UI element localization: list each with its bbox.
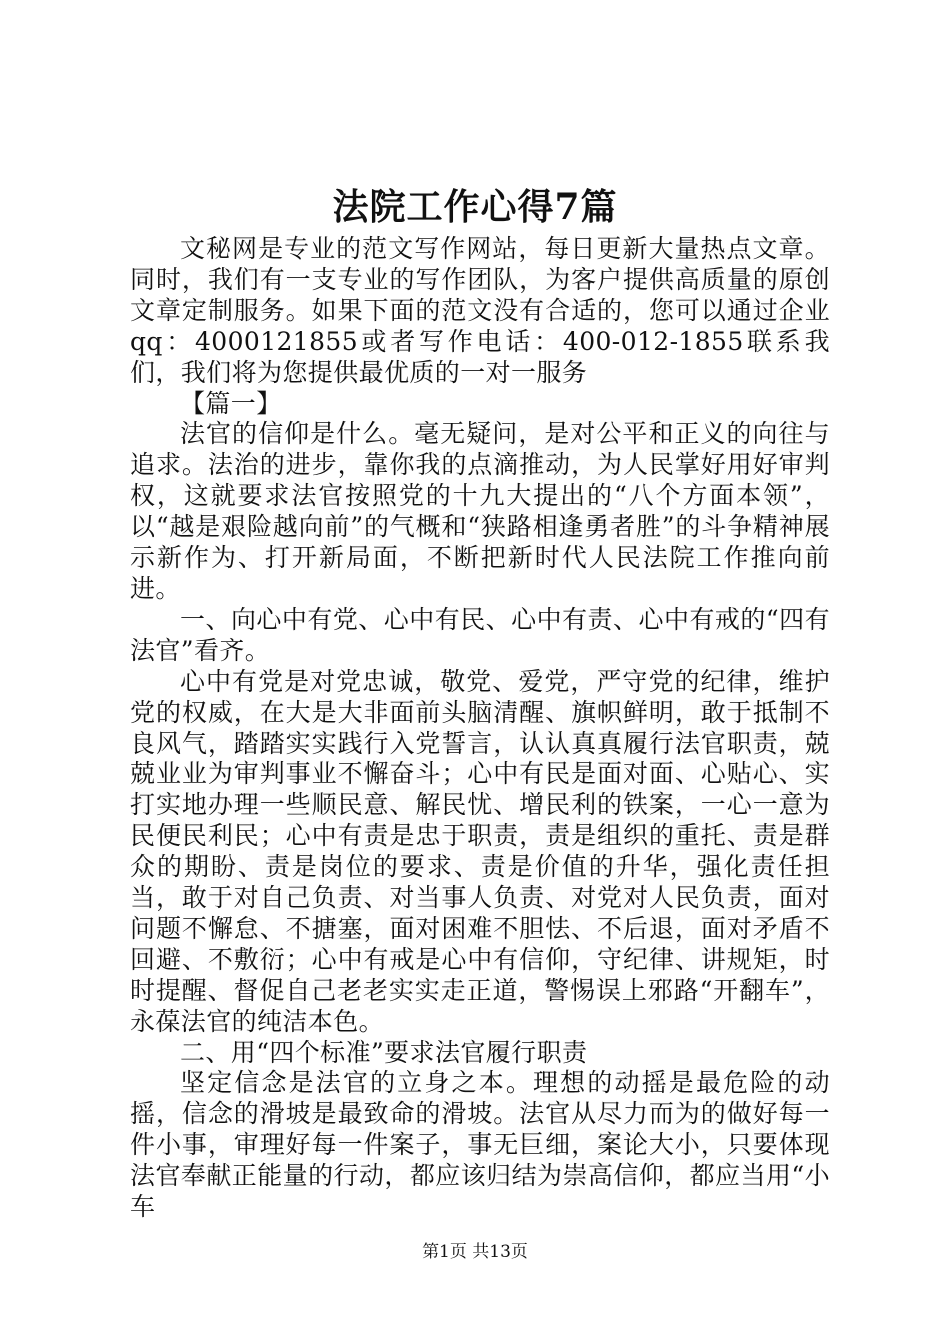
body-paragraph: 坚定信念是法官的立身之本。理想的动摇是最危险的动摇，信念的滑坡是最致命的滑坡。法官从尽力而为的做好每一件小事，审理好每一件案子，事无巨细，案论大小，只要体现法官奉献正能量的行动，都应该归结为崇高信仰，都应当用“小车	[130, 1068, 830, 1222]
section-heading-part-one: 【篇一】	[180, 388, 282, 418]
document-title: 法院工作心得7篇	[332, 186, 618, 228]
document-body	[130, 234, 830, 1223]
body-paragraph: 心中有党是对党忠诚，敬党、爱党，严守党的纪律，维护党的权威，在大是大非面前头脑清醒、旗帜鲜明，敢于抵制不良风气，踏踏实实践行入党誓言，认认真真履行法官职责，兢兢业业为审判事业不懈奋斗；心中有民是面对面、心贴心、实打实地办理一些顺民意、解民忧、增民利的铁案，一心一意为民便民利民；心中有责是忠于职责，责是组织的重托、责是群众的期盼、责是岗位的要求、责是价值的升华，强化责任担当，敢于对自己负责、对当事人负责、对党对人民负责，面对问题不懈怠、不搪塞，面对困难不胆怯、不后退，面对矛盾不回避、不敷衍；心中有戒是心中有信仰，守纪律、讲规矩，时时提醒、督促自己老老实实走正道，警惕误上邪路“开翻车”，永葆法官的纯洁本色。	[130, 666, 830, 1036]
subheading-two: 二、用“四个标准”要求法官履行职责	[180, 1037, 588, 1067]
page-footer: 第1页 共13页	[422, 1242, 528, 1262]
subheading-one: 一、向心中有党、心中有民、心中有责、心中有戒的“四有法官”看齐。	[130, 604, 830, 665]
intro-paragraph: 文秘网是专业的范文写作网站，每日更新大量热点文章。同时，我们有一支专业的写作团队，为客户提供高质量的原创文章定制服务。如果下面的范文没有合适的，您可以通过企业qq：4000121855或者写作电话：400-012-1855联系我们，我们将为您提供最优质的一对一服务	[130, 234, 830, 387]
body-paragraph: 法官的信仰是什么。毫无疑问，是对公平和正义的向往与追求。法治的进步，靠你我的点滴推动，为人民掌好用好审判权，这就要求法官按照党的十九大提出的“八个方面本领”，以“越是艰险越向前”的气概和“狭路相逢勇者胜”的斗争精神展示新作为、打开新局面，不断把新时代人民法院工作推向前进。	[130, 419, 830, 603]
